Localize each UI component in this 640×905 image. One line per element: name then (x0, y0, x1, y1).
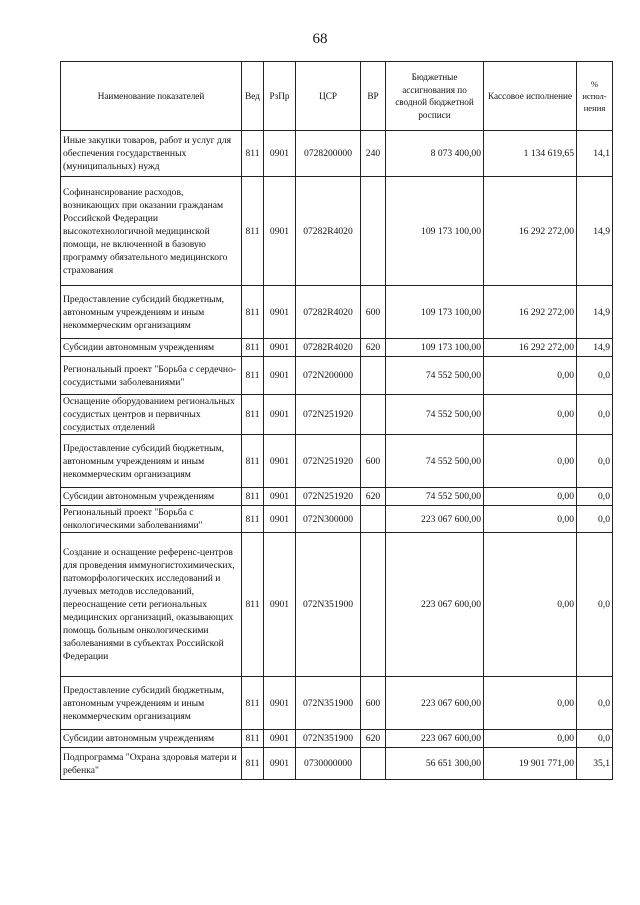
cell-name: Региональный проект "Борьба с онкологическими заболеваниями" (61, 506, 242, 533)
cell-budget: 223 067 600,00 (386, 506, 484, 533)
cell-rzpr: 0901 (264, 506, 296, 533)
cell-pct: 0,0 (577, 395, 613, 435)
cell-pct: 0,0 (577, 533, 613, 677)
cell-cash: 0,00 (484, 395, 577, 435)
cell-rzpr: 0901 (264, 533, 296, 677)
cell-pct: 0,0 (577, 730, 613, 748)
cell-budget: 223 067 600,00 (386, 533, 484, 677)
cell-csr: 072N351900 (296, 730, 361, 748)
cell-csr: 07282R4020 (296, 177, 361, 286)
cell-ved: 811 (242, 748, 264, 780)
table-row (61, 533, 613, 677)
cell-ved: 811 (242, 357, 264, 395)
cell-vr: 600 (361, 435, 386, 488)
cell-csr: 072N251920 (296, 395, 361, 435)
cell-name: Оснащение оборудованием региональных сосудистых центров и первичных сосудистых отделений (61, 395, 242, 435)
cell-cash: 0,00 (484, 730, 577, 748)
cell-csr: 07282R4020 (296, 339, 361, 357)
table-row (61, 677, 613, 730)
cell-ved: 811 (242, 435, 264, 488)
cell-budget: 8 073 400,00 (386, 131, 484, 177)
cell-pct: 0,0 (577, 506, 613, 533)
cell-rzpr: 0901 (264, 357, 296, 395)
cell-name: Софинансирование расходов, возникающих при оказании гражданам Российской Федерации высокотехнологичной медицинской помощи, не включенной в базовую программу обязательного медицинского страхования (61, 177, 242, 286)
cell-cash: 0,00 (484, 533, 577, 677)
table-row (61, 177, 613, 286)
cell-rzpr: 0901 (264, 131, 296, 177)
cell-pct: 0,0 (577, 677, 613, 730)
cell-cash: 0,00 (484, 677, 577, 730)
cell-budget: 223 067 600,00 (386, 677, 484, 730)
cell-rzpr: 0901 (264, 395, 296, 435)
cell-vr (361, 533, 386, 677)
cell-csr: 072N200000 (296, 357, 361, 395)
cell-name: Предоставление субсидий бюджетным, автономным учреждениям и иным некоммерческим организациям (61, 435, 242, 488)
cell-pct: 0,0 (577, 357, 613, 395)
budget-table (60, 61, 613, 780)
table-row (61, 395, 613, 435)
cell-vr: 600 (361, 286, 386, 339)
cell-pct: 0,0 (577, 488, 613, 506)
cell-vr (361, 748, 386, 780)
cell-cash: 19 901 771,00 (484, 748, 577, 780)
cell-rzpr: 0901 (264, 339, 296, 357)
cell-pct: 14,9 (577, 177, 613, 286)
cell-name: Предоставление субсидий бюджетным, автономным учреждениям и иным некоммерческим организациям (61, 286, 242, 339)
cell-csr: 072N351900 (296, 677, 361, 730)
cell-csr: 072N351900 (296, 533, 361, 677)
cell-budget: 74 552 500,00 (386, 357, 484, 395)
header-csr: ЦСР (296, 62, 361, 131)
cell-csr: 07282R4020 (296, 286, 361, 339)
cell-vr: 620 (361, 488, 386, 506)
cell-rzpr: 0901 (264, 730, 296, 748)
cell-csr: 072N251920 (296, 435, 361, 488)
cell-vr (361, 506, 386, 533)
cell-cash: 0,00 (484, 506, 577, 533)
cell-ved: 811 (242, 131, 264, 177)
cell-ved: 811 (242, 177, 264, 286)
table-row (61, 488, 613, 506)
cell-ved: 811 (242, 488, 264, 506)
header-budget: Бюджетные ассигнования по сводной бюджетной росписи (386, 62, 484, 131)
cell-rzpr: 0901 (264, 177, 296, 286)
cell-csr: 0728200000 (296, 131, 361, 177)
header-pct: % испол-нения (577, 62, 613, 131)
cell-budget: 74 552 500,00 (386, 395, 484, 435)
cell-cash: 1 134 619,65 (484, 131, 577, 177)
table-row (61, 339, 613, 357)
cell-pct: 35,1 (577, 748, 613, 780)
cell-name: Подпрограмма "Охрана здоровья матери и ребенка" (61, 748, 242, 780)
table-row (61, 286, 613, 339)
table-row (61, 730, 613, 748)
header-rzpr: РзПр (264, 62, 296, 131)
cell-name: Региональный проект "Борьба с сердечно-сосудистыми заболеваниями" (61, 357, 242, 395)
cell-ved: 811 (242, 339, 264, 357)
cell-pct: 0,0 (577, 435, 613, 488)
cell-budget: 74 552 500,00 (386, 435, 484, 488)
cell-csr: 072N251920 (296, 488, 361, 506)
header-ved: Вед (242, 62, 264, 131)
cell-vr (361, 357, 386, 395)
cell-budget: 56 651 300,00 (386, 748, 484, 780)
header-name: Наименование показателей (61, 62, 242, 131)
cell-rzpr: 0901 (264, 488, 296, 506)
cell-budget: 74 552 500,00 (386, 488, 484, 506)
cell-budget: 223 067 600,00 (386, 730, 484, 748)
header-vr: ВР (361, 62, 386, 131)
cell-pct: 14,1 (577, 131, 613, 177)
cell-cash: 16 292 272,00 (484, 177, 577, 286)
cell-ved: 811 (242, 533, 264, 677)
cell-pct: 14,9 (577, 339, 613, 357)
cell-csr: 072N300000 (296, 506, 361, 533)
cell-vr: 620 (361, 730, 386, 748)
cell-cash: 0,00 (484, 488, 577, 506)
cell-ved: 811 (242, 286, 264, 339)
cell-pct: 14,9 (577, 286, 613, 339)
cell-ved: 811 (242, 395, 264, 435)
page-number: 68 (312, 31, 328, 47)
table-row (61, 506, 613, 533)
cell-ved: 811 (242, 506, 264, 533)
cell-rzpr: 0901 (264, 435, 296, 488)
table-row (61, 131, 613, 177)
header-cash: Кассовое исполнение (484, 62, 577, 131)
header-row (61, 62, 613, 131)
cell-vr: 600 (361, 677, 386, 730)
cell-cash: 16 292 272,00 (484, 339, 577, 357)
cell-vr (361, 395, 386, 435)
cell-rzpr: 0901 (264, 748, 296, 780)
cell-rzpr: 0901 (264, 286, 296, 339)
table-row (61, 748, 613, 780)
cell-name: Иные закупки товаров, работ и услуг для обеспечения государственных (муниципальных) нужд (61, 131, 242, 177)
cell-cash: 0,00 (484, 357, 577, 395)
cell-name: Субсидии автономным учреждениям (61, 339, 242, 357)
cell-budget: 109 173 100,00 (386, 177, 484, 286)
cell-cash: 0,00 (484, 435, 577, 488)
cell-name: Создание и оснащение референс-центров для проведения иммуногистохимических, патоморфологических исследований и лучевых методов исследований, переоснащение сети региональных медицинских организаций, оказывающих помощь больным онкологическими заболеваниями в субъектах Российской Федерации (61, 533, 242, 677)
cell-vr: 620 (361, 339, 386, 357)
cell-name: Субсидии автономным учреждениям (61, 730, 242, 748)
cell-budget: 109 173 100,00 (386, 286, 484, 339)
cell-cash: 16 292 272,00 (484, 286, 577, 339)
cell-ved: 811 (242, 730, 264, 748)
cell-rzpr: 0901 (264, 677, 296, 730)
cell-csr: 0730000000 (296, 748, 361, 780)
table-row (61, 435, 613, 488)
cell-ved: 811 (242, 677, 264, 730)
cell-budget: 109 173 100,00 (386, 339, 484, 357)
cell-vr: 240 (361, 131, 386, 177)
cell-name: Предоставление субсидий бюджетным, автономным учреждениям и иным некоммерческим организациям (61, 677, 242, 730)
cell-name: Субсидии автономным учреждениям (61, 488, 242, 506)
cell-vr (361, 177, 386, 286)
table-row (61, 357, 613, 395)
